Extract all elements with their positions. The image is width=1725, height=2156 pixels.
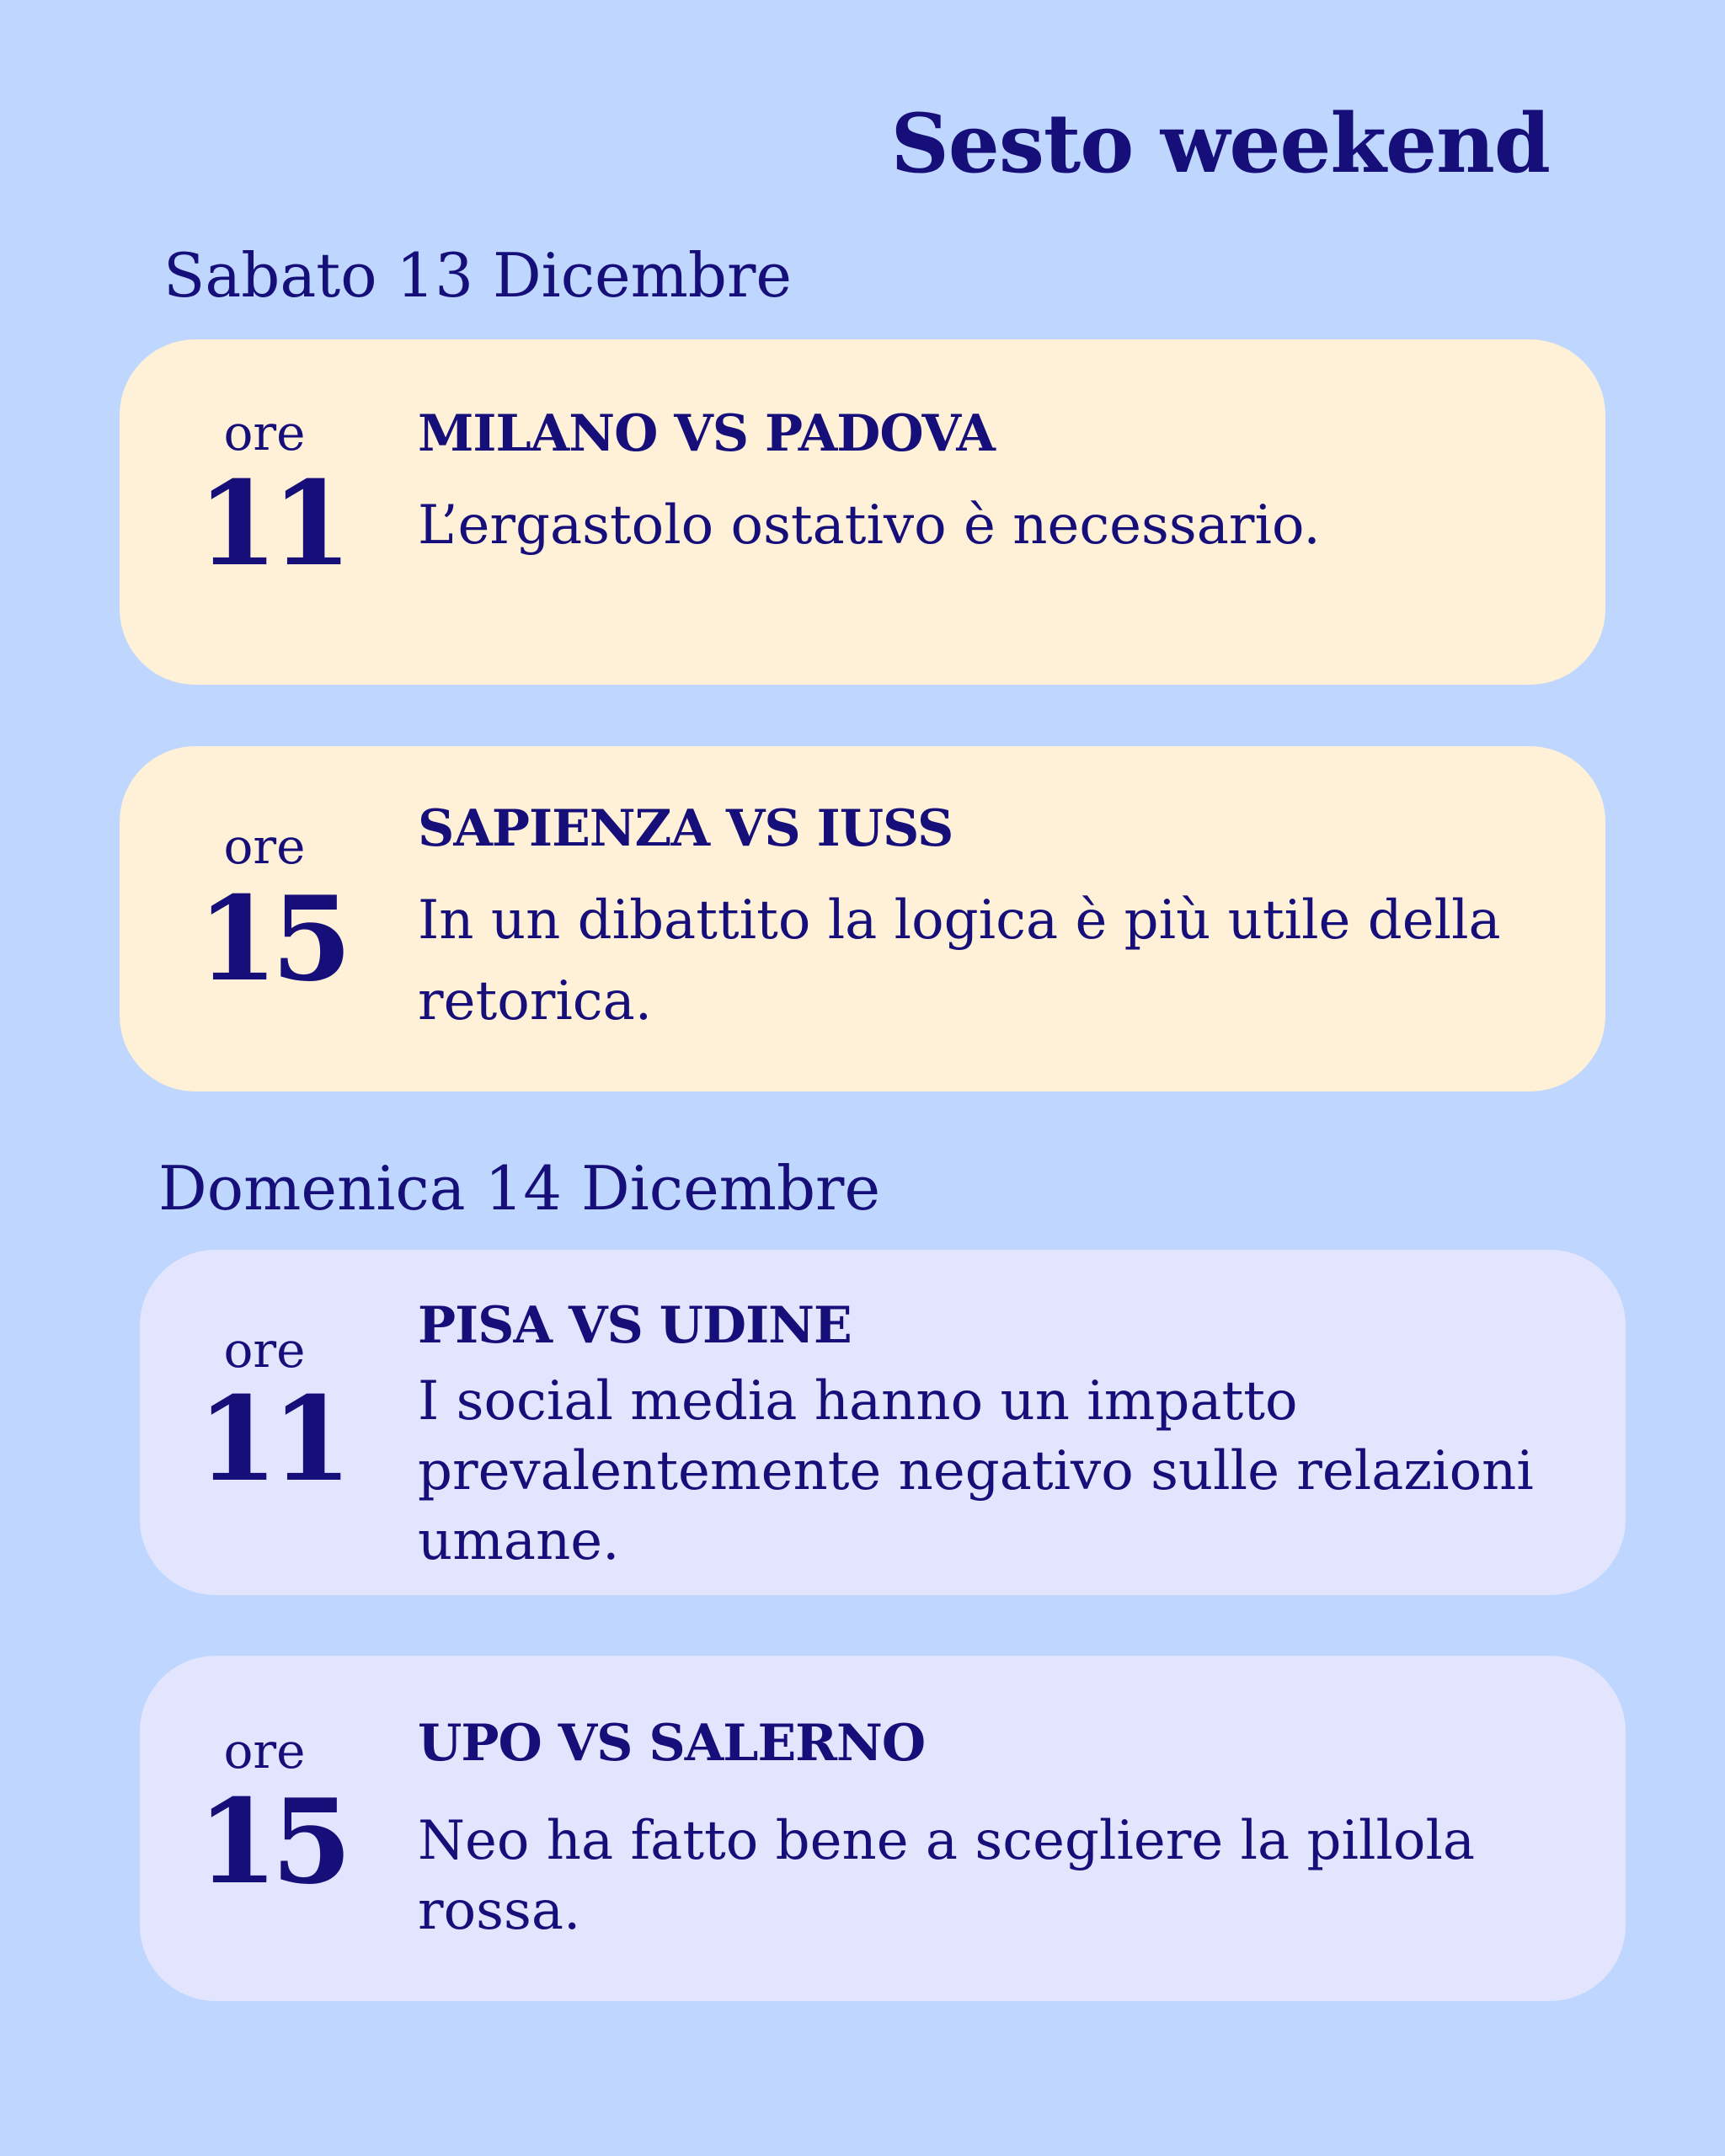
time-ore-label: ore: [223, 1321, 306, 1379]
time-hour: 11: [197, 1370, 346, 1508]
time-hour: 11: [197, 455, 346, 592]
page-title: Sesto weekend: [890, 96, 1550, 191]
debate-match: PISA VS UDINE: [418, 1296, 852, 1355]
debate-card: [140, 1250, 1626, 1595]
time-ore-label: ore: [223, 818, 306, 875]
day-heading-saturday: Sabato 13 Dicembre: [163, 240, 793, 311]
debate-card: [140, 1656, 1626, 2001]
time-ore-label: ore: [223, 1722, 306, 1780]
debate-match: UPO VS SALERNO: [418, 1714, 926, 1773]
debate-match: MILANO VS PADOVA: [418, 404, 995, 463]
time-hour: 15: [197, 1773, 346, 1910]
debate-motion: Neo ha fatto bene a scegliere la pillola rossa.: [418, 1810, 1476, 1943]
debate-match: SAPIENZA VS IUSS: [418, 799, 953, 858]
time-ore-label: ore: [223, 404, 306, 462]
time-hour: 15: [197, 870, 346, 1007]
debate-motion: L’ergastolo ostativo è necessario.: [418, 494, 1321, 557]
debate-card: [120, 339, 1605, 685]
debate-motion: In un dibattito la logica è più utile della retorica.: [418, 889, 1501, 1033]
debate-card: [120, 746, 1605, 1091]
debate-motion: I social media hanno un impatto prevalentemente negativo sulle relazioni umane.: [418, 1370, 1534, 1573]
day-heading-sunday: Domenica 14 Dicembre: [158, 1153, 881, 1224]
